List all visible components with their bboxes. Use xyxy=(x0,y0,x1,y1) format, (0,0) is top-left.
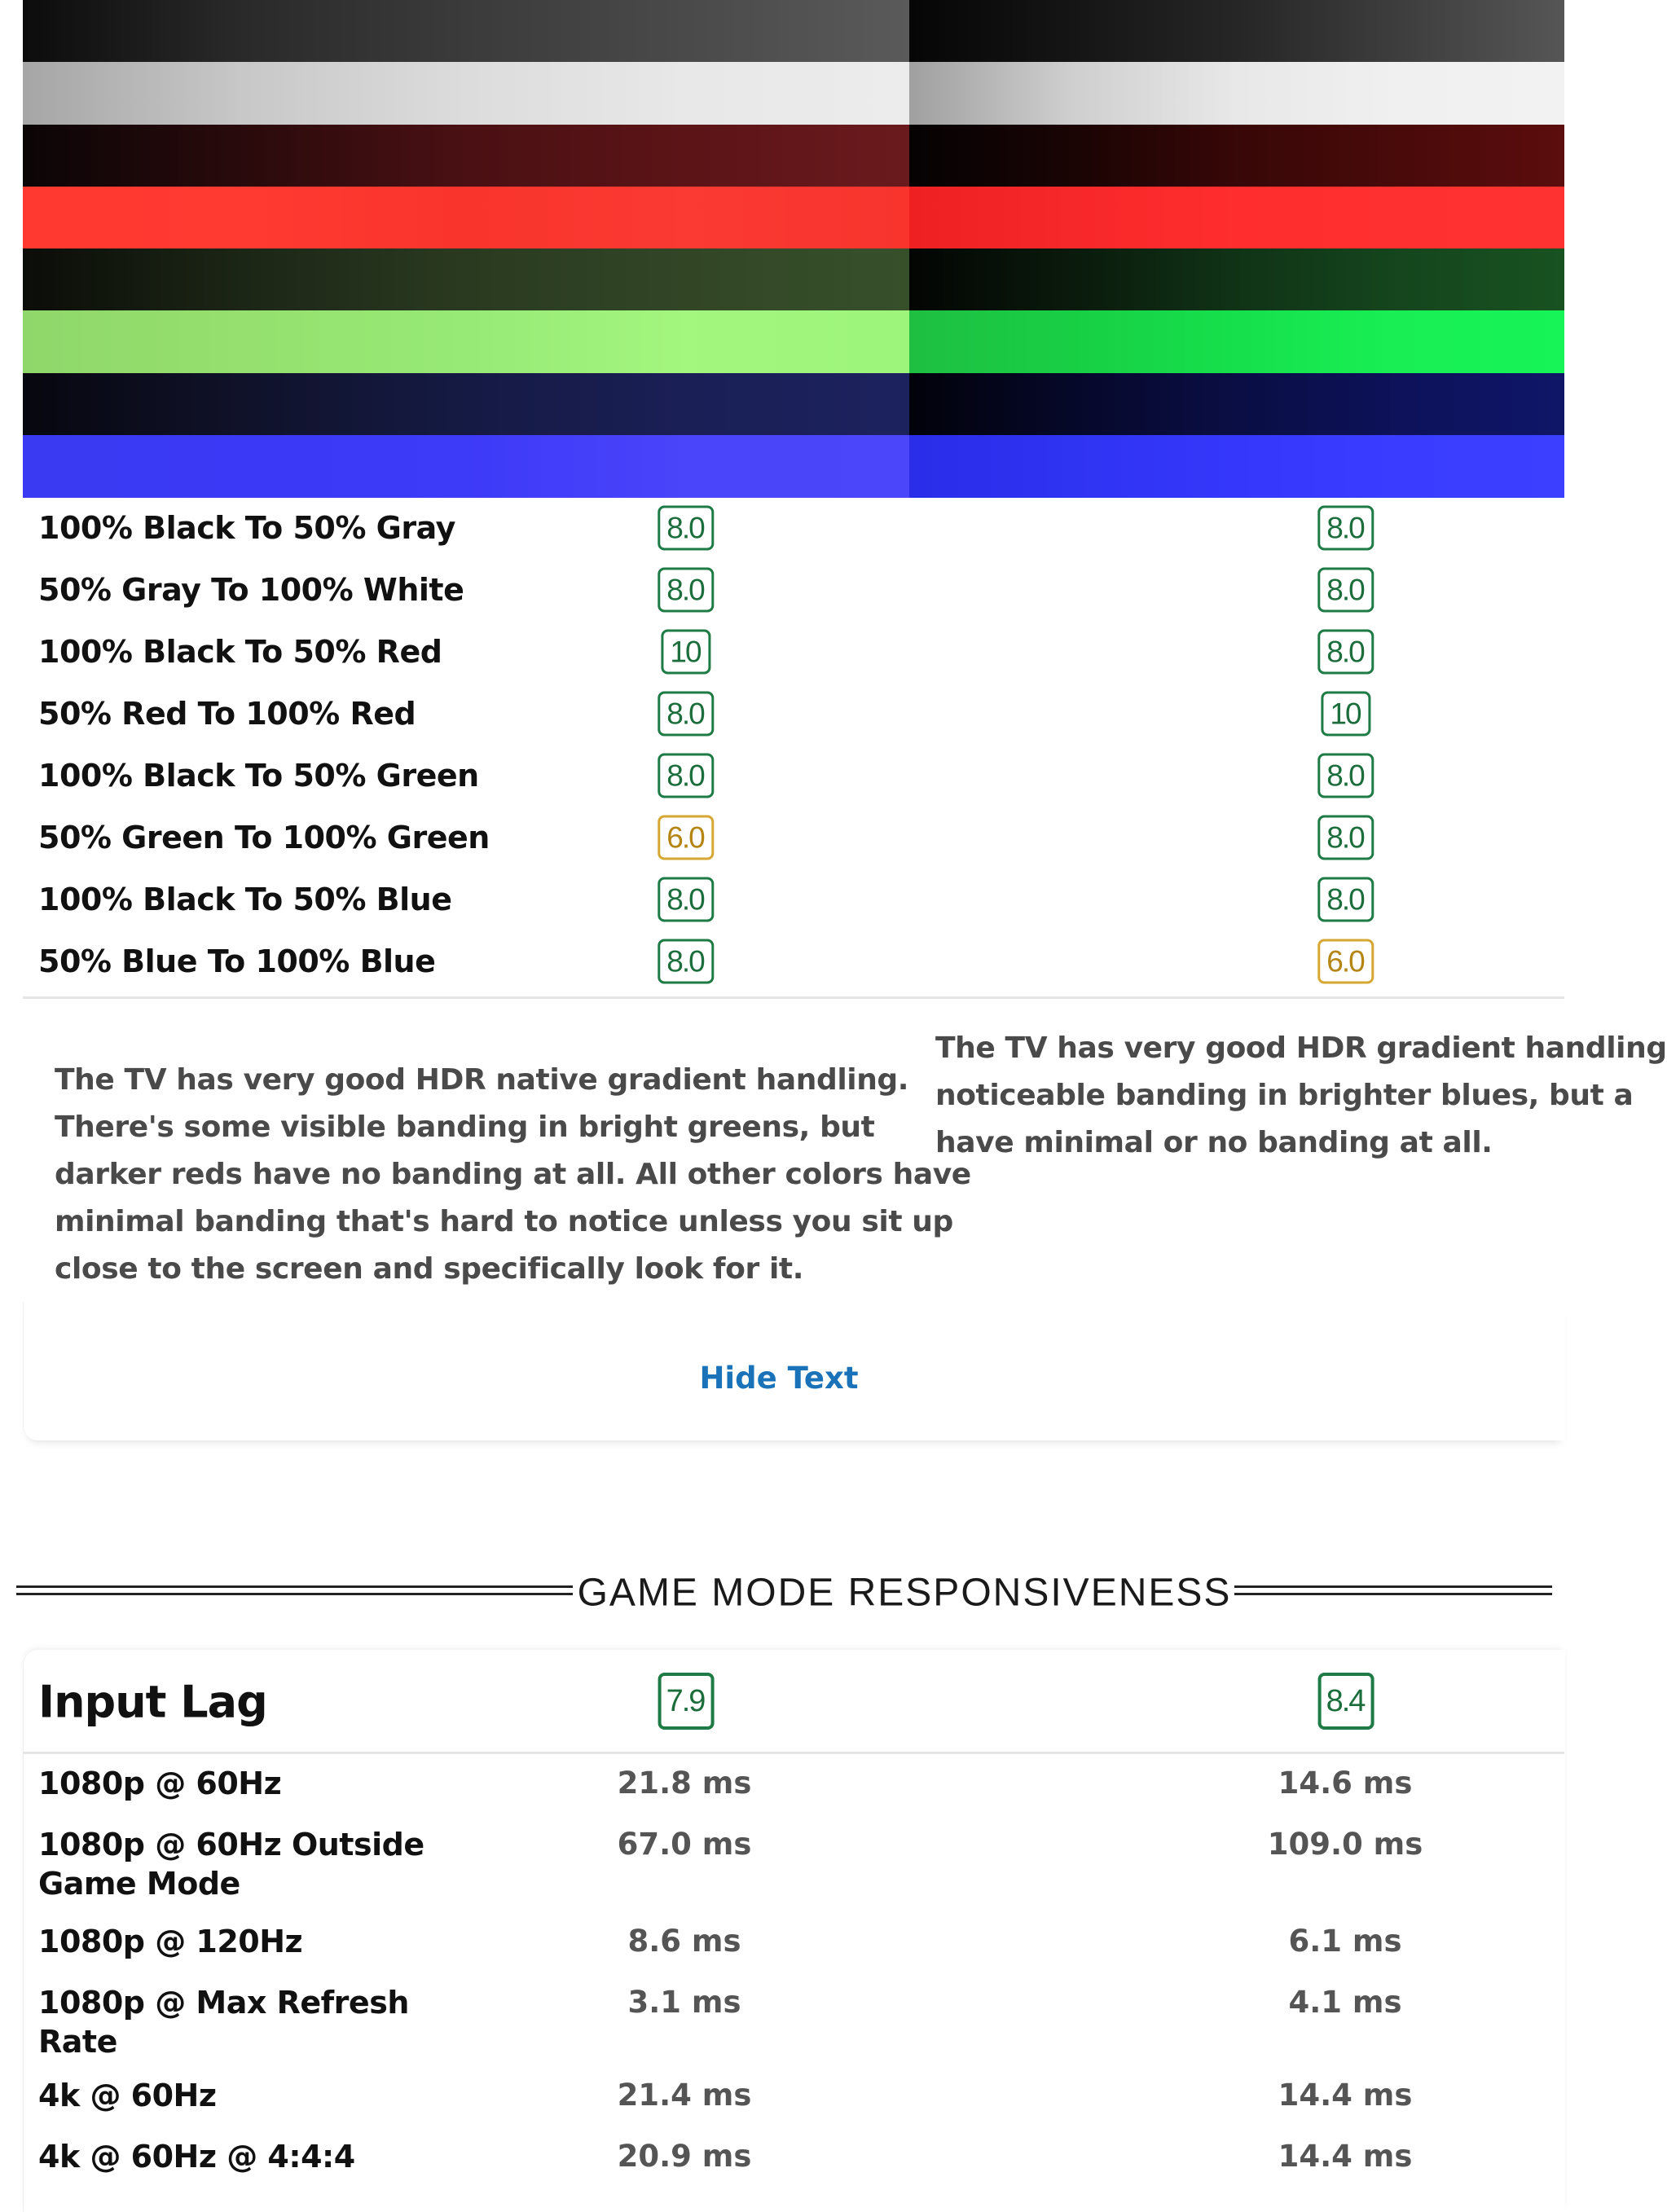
gradient-band-black-to-green xyxy=(23,248,909,311)
score-badge-left: 10 xyxy=(661,630,710,675)
row-label: 100% Black To 50% Red xyxy=(38,634,442,670)
row-label: 50% Green To 100% Green xyxy=(38,820,490,855)
score-badge-left: 8.0 xyxy=(658,939,714,984)
text-line: There's some visible banding in bright greens, but xyxy=(55,1110,875,1144)
hide-text-link[interactable]: Hide Text xyxy=(699,1361,859,1396)
row-label: 100% Black To 50% Blue xyxy=(38,882,452,917)
value-right: 109.0 ms xyxy=(1267,1827,1423,1862)
value-right: 6.1 ms xyxy=(1288,1924,1402,1959)
value-right: 14.4 ms xyxy=(1278,2139,1413,2174)
row-label: 4k @ 60Hz xyxy=(38,2078,217,2113)
score-badge-right: 8.0 xyxy=(1317,568,1374,613)
value-left: 67.0 ms xyxy=(617,1827,752,1862)
heading-rule-left xyxy=(16,1585,573,1595)
row-label: 1080p @ Max Refresh Rate xyxy=(38,1985,409,2060)
value-right: 14.6 ms xyxy=(1278,1766,1413,1801)
value-left: 8.6 ms xyxy=(627,1924,741,1959)
value-right: 14.4 ms xyxy=(1278,2078,1413,2113)
gradient-row xyxy=(0,869,1564,930)
gradient-band-green-to-green xyxy=(909,310,1564,373)
gradient-photo-left xyxy=(23,0,909,497)
input-lag-score-right: 8.4 xyxy=(1318,1673,1375,1730)
row-label: 50% Gray To 100% White xyxy=(38,572,464,608)
row-label: 100% Black To 50% Gray xyxy=(38,510,455,546)
gradient-photo-right xyxy=(909,0,1564,497)
input-lag-title: Input Lag xyxy=(38,1676,267,1728)
score-badge-left: 8.0 xyxy=(658,754,714,798)
text-line: The TV has very good HDR gradient handling xyxy=(935,1031,1667,1065)
score-badge-right: 8.0 xyxy=(1317,754,1374,798)
value-left: 3.1 ms xyxy=(627,1985,741,2020)
review-text-left xyxy=(55,1057,971,1293)
gradient-band-gray-to-white xyxy=(909,62,1564,125)
text-line: close to the screen and specifically look for it. xyxy=(55,1252,803,1286)
text-line: minimal banding that's hard to notice unless you sit up xyxy=(55,1205,953,1238)
row-label: 4k @ 60Hz @ 4:4:4 xyxy=(38,2139,355,2175)
gradient-row xyxy=(0,807,1564,869)
gradient-row xyxy=(0,745,1564,807)
score-badge-left: 6.0 xyxy=(658,816,714,860)
value-right: 4.1 ms xyxy=(1288,1985,1402,2020)
input-lag-score-left: 7.9 xyxy=(658,1673,715,1730)
text-line: The TV has very good HDR native gradient handling. xyxy=(55,1063,909,1097)
gradient-band-gray-to-white xyxy=(23,62,909,125)
score-badge-left: 8.0 xyxy=(658,692,714,737)
gradient-band-black-to-red xyxy=(23,125,909,187)
gradient-band-black-to-gray xyxy=(23,0,909,63)
text-line: noticeable banding in brighter blues, but a xyxy=(935,1079,1634,1112)
score-badge-right: 8.0 xyxy=(1317,630,1374,675)
row-label: 50% Blue To 100% Blue xyxy=(38,943,436,979)
gradient-row xyxy=(0,621,1564,683)
gradient-band-black-to-blue xyxy=(23,373,909,436)
gradient-band-black-to-blue xyxy=(909,373,1564,436)
score-badge-right: 8.0 xyxy=(1317,816,1374,860)
gradient-band-red-to-red xyxy=(909,187,1564,249)
review-text-right xyxy=(935,1025,1667,1167)
value-left: 21.4 ms xyxy=(617,2078,752,2113)
gradient-row xyxy=(0,930,1564,992)
gradient-band-black-to-green xyxy=(909,248,1564,311)
row-label: 1080p @ 60Hz Outside Game Mode xyxy=(38,1827,424,1902)
divider xyxy=(23,996,1564,999)
row-label: 1080p @ 120Hz xyxy=(38,1924,303,1959)
section-title: GAME MODE RESPONSIVENESS xyxy=(577,1571,1232,1615)
score-badge-right: 6.0 xyxy=(1317,939,1374,984)
gradient-row xyxy=(0,497,1564,559)
value-left: 21.8 ms xyxy=(617,1766,752,1801)
gradient-band-blue-to-blue xyxy=(909,435,1564,498)
gradient-row xyxy=(0,683,1564,745)
value-left: 20.9 ms xyxy=(617,2139,752,2174)
row-label: 50% Red To 100% Red xyxy=(38,696,416,732)
gradient-band-black-to-gray xyxy=(909,0,1564,63)
text-line: darker reds have no banding at all. All other colors have xyxy=(55,1158,971,1191)
score-badge-left: 8.0 xyxy=(658,568,714,613)
gradient-band-red-to-red xyxy=(23,187,909,249)
score-badge-left: 8.0 xyxy=(658,506,714,551)
gradient-row xyxy=(0,559,1564,621)
gradient-band-green-to-green xyxy=(23,310,909,373)
gradient-band-black-to-red xyxy=(909,125,1564,187)
divider xyxy=(23,1752,1564,1754)
score-badge-left: 8.0 xyxy=(658,877,714,922)
text-line: have minimal or no banding at all. xyxy=(935,1126,1493,1159)
score-badge-right: 10 xyxy=(1321,692,1370,737)
row-label: 1080p @ 60Hz xyxy=(38,1766,282,1801)
gradient-band-blue-to-blue xyxy=(23,435,909,498)
heading-rule-right xyxy=(1234,1585,1552,1595)
row-label: 100% Black To 50% Green xyxy=(38,758,479,794)
score-badge-right: 8.0 xyxy=(1317,877,1374,922)
score-badge-right: 8.0 xyxy=(1317,506,1374,551)
